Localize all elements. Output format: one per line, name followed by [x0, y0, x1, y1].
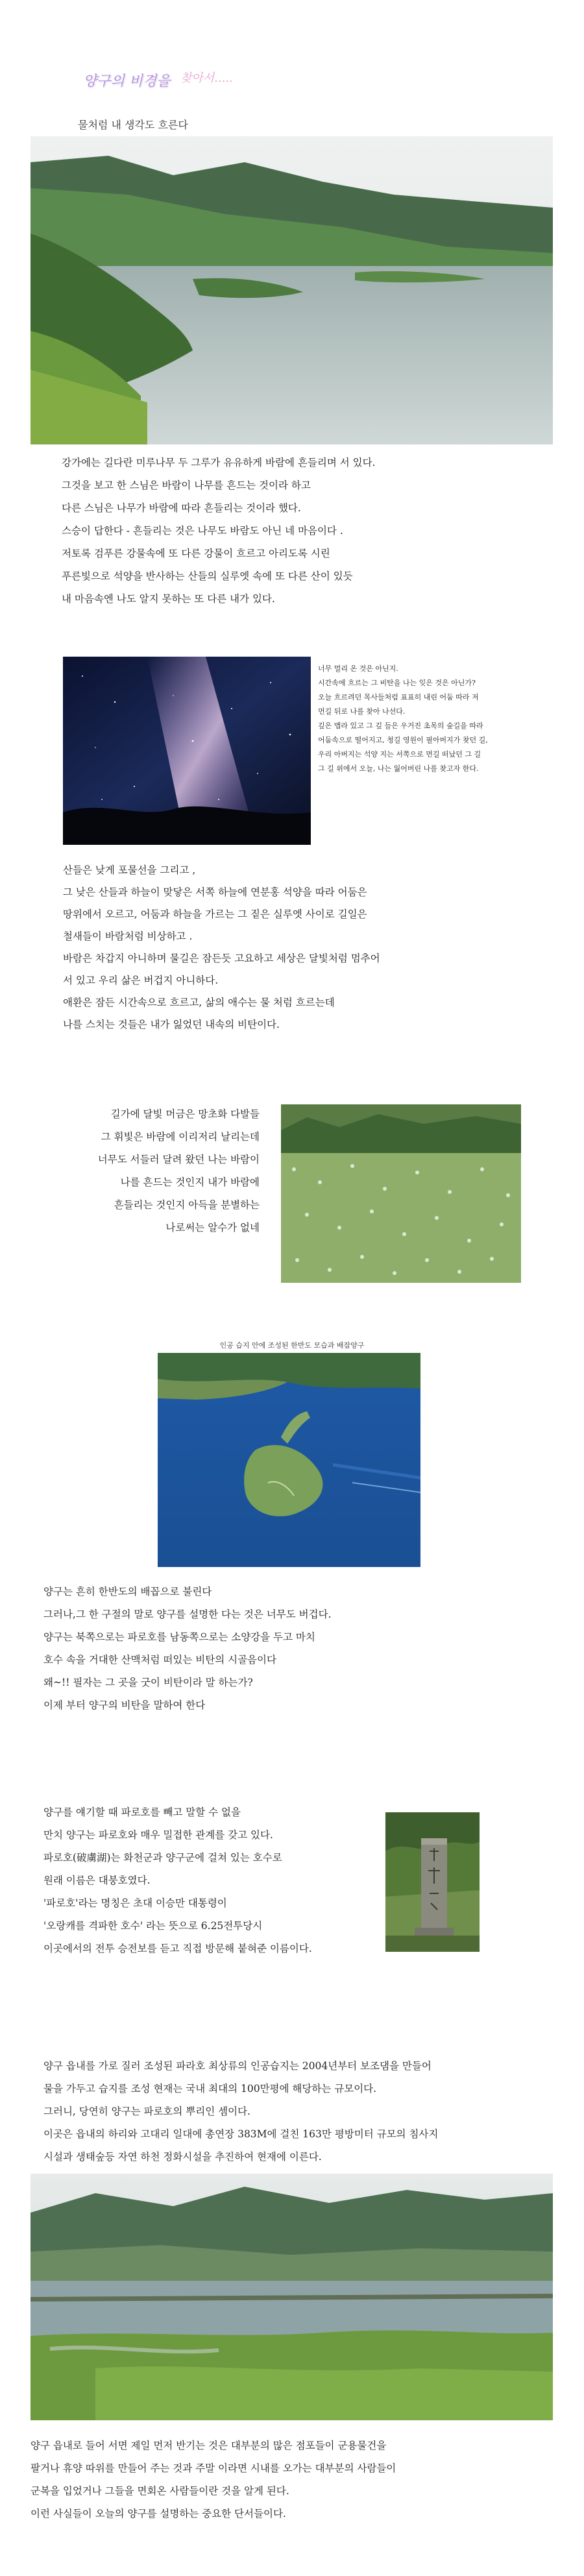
- text-line: '파로호'라는 명칭은 초대 이승만 대통령이: [43, 1897, 227, 1909]
- wetland-photo: [30, 2174, 553, 2420]
- text-line: 너무도 서들러 달려 왔던 나는 바람이: [97, 1154, 260, 1165]
- text-line: 저토록 검푸른 강물속에 또 다른 강물이 흐르고 아리도록 시린: [62, 548, 330, 559]
- text-line: 먼길 뒤로 나를 찾아 나선다.: [318, 707, 406, 716]
- text-line: 나를 흔드는 것인지 내가 바람에: [120, 1176, 260, 1188]
- text-line: 이런 사실들이 오늘의 양구를 설명하는 중요한 단서들이다.: [30, 2508, 286, 2520]
- header-subtitle: 물처럼 내 생각도 흐른다: [78, 119, 188, 131]
- text-line: 이제 부터 양구의 비탄을 말하여 한다: [43, 1699, 206, 1711]
- text-line: '오랑캐를 격파한 호수' 라는 뜻으로 6.25전투당시: [43, 1920, 263, 1932]
- paragraph-fleabane: [52, 1103, 260, 1239]
- milky-way-photo: [63, 657, 311, 845]
- text-line: 바람은 차갑지 아니하며 물길은 잠든듯 고요하고 세상은 달빛처럼 멈추어: [63, 953, 380, 964]
- paragraph-mountains: [63, 859, 380, 1036]
- text-line: 호수 속을 거대한 산맥처럼 떠있는 비탄의 시골음이다: [43, 1654, 276, 1666]
- aerial-peninsula-photo: [158, 1353, 420, 1567]
- text-line: 어둠속으로 떨어지고, 청길 영원이 필아버지가 찾던 길,: [318, 736, 488, 744]
- text-line: 군복을 입었거나 그들을 면회온 사람들이란 것을 알게 된다.: [30, 2485, 289, 2497]
- header-title-sub: 찾아서.....: [180, 71, 233, 85]
- text-line: 다른 스님은 나무가 바람에 따라 흔들리는 것이라 했다.: [62, 502, 301, 514]
- paragraph-navel-of-korea: [43, 1581, 332, 1717]
- paragraph-river-trees: [62, 452, 376, 611]
- text-line: 산들은 낮게 포물선을 그리고 ,: [63, 864, 196, 876]
- text-line: 애환은 잠든 시간속으로 흐르고, 삶의 애수는 물 처럼 흐르는데: [63, 997, 335, 1008]
- text-line: 길가에 달빛 머금은 망초화 다발들: [110, 1108, 260, 1120]
- text-line: 푸른빛으로 석양을 반사하는 산들의 실루엣 속에 또 다른 산이 있듯: [62, 570, 353, 582]
- text-line: 우리 아버지는 석양 지는 서쪽으로 먼길 떠났던 그 길: [318, 750, 481, 759]
- text-line: 나로써는 알수가 없네: [165, 1222, 260, 1233]
- page-header: [83, 67, 343, 93]
- text-line: 흔들리는 것인지 아득을 분별하는: [114, 1199, 260, 1211]
- text-line: 깊은 맵라 있고 그 깊 들은 우거진 초목의 숲길을 따라: [318, 722, 483, 730]
- monument-photo: [385, 1812, 480, 1952]
- lake-mountain-photo: [30, 136, 553, 444]
- text-line: 스승이 답한다 - 흔들리는 것은 나무도 바람도 아닌 네 마음이다 .: [62, 525, 343, 537]
- text-line: 그 휘빛은 바람에 이리저리 날리는데: [101, 1131, 260, 1143]
- text-line: 철새들이 바람처럼 비상하고 .: [63, 930, 193, 942]
- text-line: 내 마음속엔 나도 알지 못하는 또 다른 내가 있다.: [62, 593, 275, 605]
- text-line: 양구는 북쪽으로는 파로호를 남동쪽으로는 소양강을 두고 마치: [43, 1631, 315, 1643]
- photo-caption: 인공 습지 안에 조성된 한반도 모습과 배잡양구: [219, 1341, 365, 1350]
- paragraph-town: [30, 2435, 396, 2525]
- text-line: 이곳은 읍내의 하리와 고대리 일대에 총연장 383M에 걸친 163만 평방미터 규모의 침사지: [43, 2128, 439, 2140]
- text-line: 오늘 흐르려던 목사들처럼 표표히 내린 어둠 따라 저: [318, 693, 479, 701]
- text-line: 시간속에 흐르는 그 비탄을 나는 잊은 것은 아닌가?: [318, 679, 476, 687]
- text-line: 양구 읍내를 가로 질러 조성된 파라호 최상류의 인공습지는 2004년부터 보조댐을 만들어: [43, 2060, 432, 2072]
- header-title: 양구의 비경을: [83, 73, 171, 90]
- text-line: 파로호(破虜湖)는 화천군과 양구군에 걸쳐 있는 호수로: [43, 1852, 282, 1864]
- text-line: 강가에는 길다란 미루나무 두 그루가 유유하게 바람에 흔들리며 서 있다.: [62, 457, 376, 468]
- flower-field-photo: [281, 1104, 521, 1283]
- paragraph-wetland: [43, 2055, 438, 2169]
- text-line: 시설과 생태숲등 자연 하천 정화시설을 추진하여 현재에 이른다.: [43, 2151, 322, 2163]
- text-line: 땅위에서 오르고, 어둠과 하늘을 가르는 그 짙은 실루엣 사이로 길일은: [63, 908, 367, 920]
- text-line: 서 있고 우리 삶은 버겁지 아니하다.: [63, 975, 219, 986]
- text-line: 이곳에서의 전투 승전보를 듣고 직접 방문해 붙혀준 이름이다.: [43, 1943, 312, 1954]
- text-line: 나를 스치는 것들은 내가 잃었던 내속의 비탄이다.: [63, 1019, 280, 1030]
- text-line: 원래 이름은 대붕호였다.: [43, 1875, 151, 1886]
- paragraph-far-away: [318, 662, 488, 776]
- text-line: 그 길 위에서 오늘, 나는 잃어버린 나를 찾고자 한다.: [318, 764, 479, 773]
- text-line: 그러니, 당연히 양구는 파로호의 뿌리인 셈이다.: [43, 2106, 250, 2117]
- text-line: 왜~!! 필자는 그 곳을 굿이 비탄이라 말 하는가?: [43, 1677, 253, 1688]
- text-line: 팔거나 휴양 따위를 만들어 주는 것과 주말 이라면 시내를 오가는 대부분의 사람들이: [30, 2462, 396, 2474]
- text-line: 물을 가두고 습지를 조성 현재는 국내 최대의 100만평에 해당하는 규모이다.: [43, 2083, 377, 2095]
- text-line: 양구 읍내로 들어 서면 제일 먼저 반기는 것은 대부분의 많은 점포들이 군용물건을: [30, 2440, 387, 2451]
- text-line: 그러나,그 한 구절의 말로 양구를 설명한 다는 것은 너무도 버겁다.: [43, 1609, 332, 1620]
- text-line: 너무 멀리 온 것은 아닌지.: [318, 664, 398, 673]
- paragraph-paroho: [43, 1801, 312, 1960]
- text-line: 양구는 흔히 한반도의 배꼽으로 불린다: [43, 1586, 212, 1598]
- text-line: 양구를 얘기할 때 파로호를 빼고 말할 수 없을: [43, 1806, 241, 1818]
- text-line: 그 낮은 산들과 하늘이 맞닿은 서쪽 하늘에 연분홍 석양을 따라 어둠은: [63, 886, 367, 898]
- text-line: 그것을 보고 한 스님은 바람이 나무를 흔드는 것이라 하고: [62, 480, 311, 491]
- text-line: 만치 양구는 파로호와 매우 밀접한 관계를 갖고 있다.: [43, 1829, 273, 1841]
